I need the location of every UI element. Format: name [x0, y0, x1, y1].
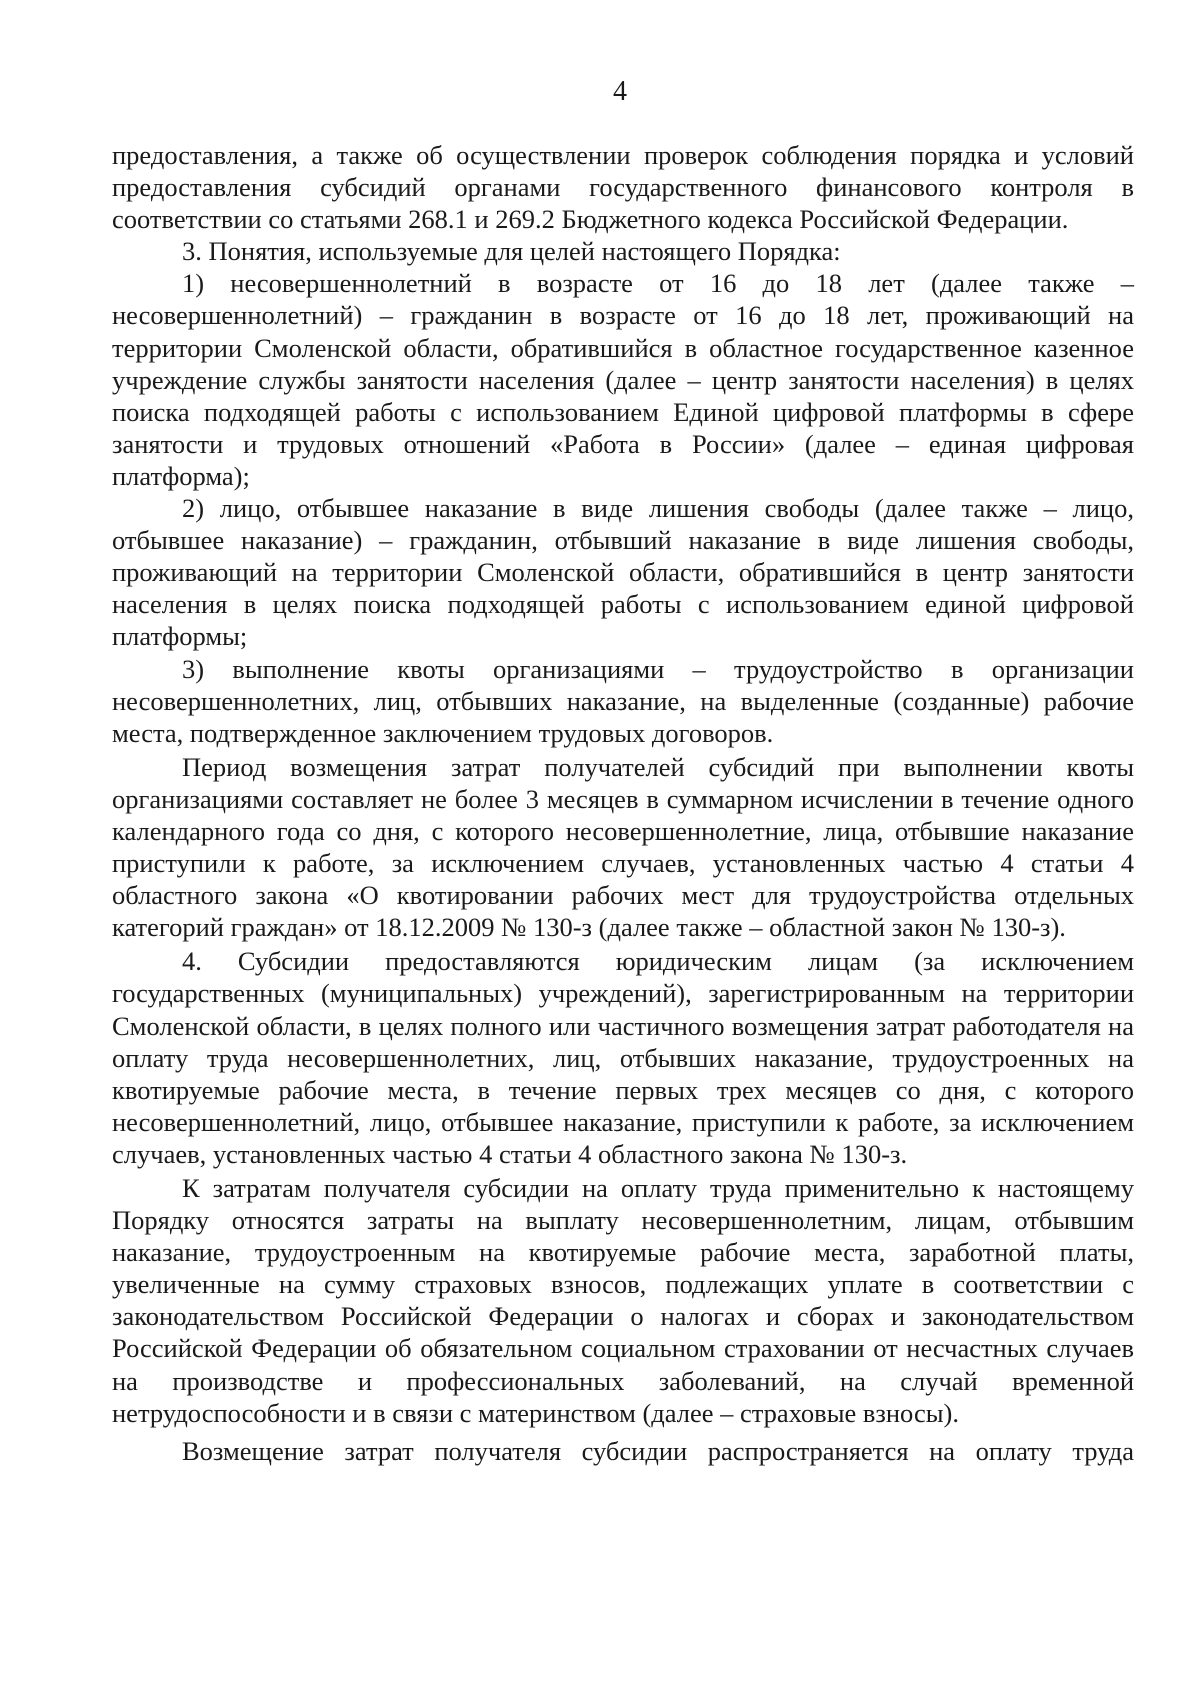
paragraph-reimbursement-scope: Возмещение затрат получателя субсидии распространяется на оплату труда	[182, 1435, 1134, 1466]
paragraph-reimbursement-period: Период возмещения затрат получателей субсидий при выполнении квоты организациями составляет не более 3 месяцев в суммарном исчислении в течение одного календарного года со дня, с которого несовершеннолетние, лица, отбывшие наказание приступили к работе, за исключением случаев, установленных частью 4 статьи 4 областного закона «О квотировании рабочих мест для трудоустройства отдельных категорий граждан» от 18.12.2009 № 130-з (далее также – областной закон № 130-з).	[112, 751, 1134, 943]
paragraph-definition-2: 2) лицо, отбывшее наказание в виде лишения свободы (далее также – лицо, отбывшее наказание) – гражданин, отбывший наказание в виде лишения свободы, проживающий на территории Смоленской области, обратившийся в центр занятости населения в целях поиска подходящей работы с использованием единой цифровой платформы;	[112, 493, 1134, 652]
document-body	[112, 139, 1134, 1467]
paragraph-definition-1: 1) несовершеннолетний в возрасте от 16 до 18 лет (далее также – несовершеннолетний) – гражданин в возрасте от 16 до 18 лет, проживающий на территории Смоленской области, обратившийся в областное государственное казенное учреждение службы занятости населения (далее – центр занятости населения) в целях поиска подходящей работы с использованием Единой цифровой платформы в сфере занятости и трудовых отношений «Работа в России» (далее – единая цифровая платформа);	[112, 268, 1134, 491]
paragraph-continuation: предоставления, а также об осуществлении проверок соблюдения порядка и условий предоставления субсидий органами государственного финансового контроля в соответствии со статьями 268.1 и 269.2 Бюджетного кодекса Российской Федерации.	[112, 140, 1134, 235]
page-number: 4	[613, 76, 627, 107]
paragraph-definition-3: 3) выполнение квоты организациями – трудоустройство в организации несовершеннолетних, лиц, отбывших наказание, на выделенные (созданные) рабочие места, подтвержденное заключением трудовых договоров.	[112, 653, 1134, 748]
paragraph-costs: К затратам получателя субсидии на оплату труда применительно к настоящему Порядку относятся затраты на выплату несовершеннолетним, лицам, отбывшим наказание, трудоустроенным на квотируемые рабочие места, заработной платы, увеличенные на сумму страховых взносов, подлежащих уплате в соответствии с законодательством Российской Федерации о налогах и сборах и законодательством Российской Федерации об обязательном социальном страховании от несчастных случаев на производстве и профессиональных заболеваний, на случай временной нетрудоспособности и в связи с материнством (далее – страховые взносы).	[112, 1173, 1134, 1428]
paragraph-item-4: 4. Субсидии предоставляются юридическим лицам (за исключением государственных (муниципальных) учреждений), зарегистрированным на территории Смоленской области, в целях полного или частичного возмещения затрат работодателя на оплату труда несовершеннолетних, лиц, отбывших наказание, трудоустроенных на квотируемые рабочие места, в течение первых трех месяцев со дня, с которого несовершеннолетний, лицо, отбывшее наказание, приступили к работе, за исключением случаев, установленных частью 4 статьи 4 областного закона № 130-з.	[112, 946, 1134, 1169]
paragraph-item-3: 3. Понятия, используемые для целей настоящего Порядка:	[182, 236, 841, 267]
